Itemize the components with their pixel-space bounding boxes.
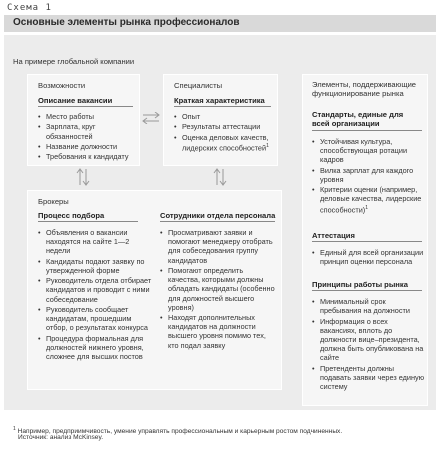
list-item: • Руководитель отдела отбирает кандидатов и проводит с ними собеседование [38, 276, 152, 304]
list-item: • Претенденты должны подавать заявки через единую систему [312, 364, 426, 392]
list-item: • Объявления о вакансии находятся на сайте 1—2 недели [38, 228, 152, 256]
attestation-title: Аттестация [312, 231, 355, 240]
selection-process-title: Процесс подбора [38, 211, 105, 220]
diagram-title: Основные элементы рынка профессионалов [13, 17, 240, 28]
list-item: • Помогают определить качества, которыми должны обладать кандидаты (особенно для должностей высшего уровня) [160, 266, 276, 312]
opportunities-header: Возможности [38, 81, 86, 90]
list-item: • Единый для всей организации принцип оценки персонала [312, 248, 426, 266]
attestation-underline [312, 241, 422, 242]
scheme-label: Схема 1 [7, 3, 52, 13]
list-item: • Кандидаты подают заявку по утвержденной форме [38, 257, 152, 275]
list-item: • Требования к кандидату [38, 152, 138, 161]
two-way-arrow-vertical-right [213, 168, 227, 186]
hr-staff-title: Сотрудники отдела персонала [160, 211, 276, 220]
short-profile-list [174, 112, 274, 154]
selection-process-list [38, 228, 152, 362]
list-item: • Руководитель сообщает кандидатам, прошедшим отбор, о результатах конкурса [38, 305, 152, 333]
list-item: • Устойчивая культура, способствующая ротации кадров [312, 137, 426, 165]
brokers-header: Брокеры [38, 197, 69, 206]
list-item: • Находят дополнительных кандидатов на должности высшего уровня помимо тех, кто подал заявку [160, 313, 276, 350]
list-item: • Минимальный срок пребывания на должности [312, 297, 426, 315]
list-item: • Зарплата, круг обязанностей [38, 122, 138, 140]
list-item: • Информация о всех вакансиях, вплоть до должности вице–президента, должна быть опубликована на сайте [312, 317, 426, 363]
principles-list [312, 297, 426, 392]
list-item: • Оценка деловых качеств, лидерских способностей$^1$ [174, 133, 274, 153]
footnote-mark: 1 [266, 142, 269, 149]
footnote-mark: 1 [365, 204, 368, 211]
job-description-title: Описание вакансии [38, 96, 113, 105]
specialists-header: Специалисты [174, 81, 223, 90]
footnote-mark: 1 [13, 426, 16, 432]
list-item: • Результаты аттестации [174, 122, 274, 131]
list-item: • Название должности [38, 142, 138, 151]
job-description-underline [38, 106, 133, 107]
principles-underline [312, 290, 422, 291]
hr-staff-underline [160, 221, 275, 222]
standards-underline [312, 130, 422, 131]
two-way-arrow-horizontal [142, 112, 160, 124]
principles-title: Принципы работы рынка [312, 280, 408, 289]
footnote: $^1$ Например, предприимчивость, умение управлять профессиональным и карьерным ростом подчиненных. [13, 426, 343, 436]
list-item: • Просматривают заявки и помогают менеджеру отобрать для собеседования группу кандидатов [160, 228, 276, 265]
short-profile-title: Краткая характеристика [174, 96, 265, 105]
short-profile-underline [174, 106, 271, 107]
list-item: • Критерии оценки (например, деловые качества, лидерские способности)$^1$ [312, 185, 426, 214]
list-item: • Опыт [174, 112, 274, 121]
standards-list [312, 137, 426, 215]
list-item: • Вилка зарплат для каждого уровня [312, 166, 426, 184]
title-bar [4, 15, 436, 32]
two-way-arrow-vertical-left [76, 168, 90, 186]
list-item: • Место работы [38, 112, 138, 121]
standards-title: Стандарты, единые для всей организации [312, 110, 404, 128]
source-note: Источник: анализ McKinsey. [18, 434, 104, 441]
hr-staff-list [160, 228, 276, 351]
diagram-subtitle: На примере глобальной компании [13, 57, 135, 66]
market-elements-header: Элементы, поддерживающие функционирование рынка [312, 80, 417, 98]
attestation-list [312, 248, 426, 268]
job-description-list [38, 112, 138, 162]
selection-process-underline [38, 221, 138, 222]
list-item: • Процедура формальная для должностей нижнего уровня, сложнее для высших постов [38, 334, 152, 362]
